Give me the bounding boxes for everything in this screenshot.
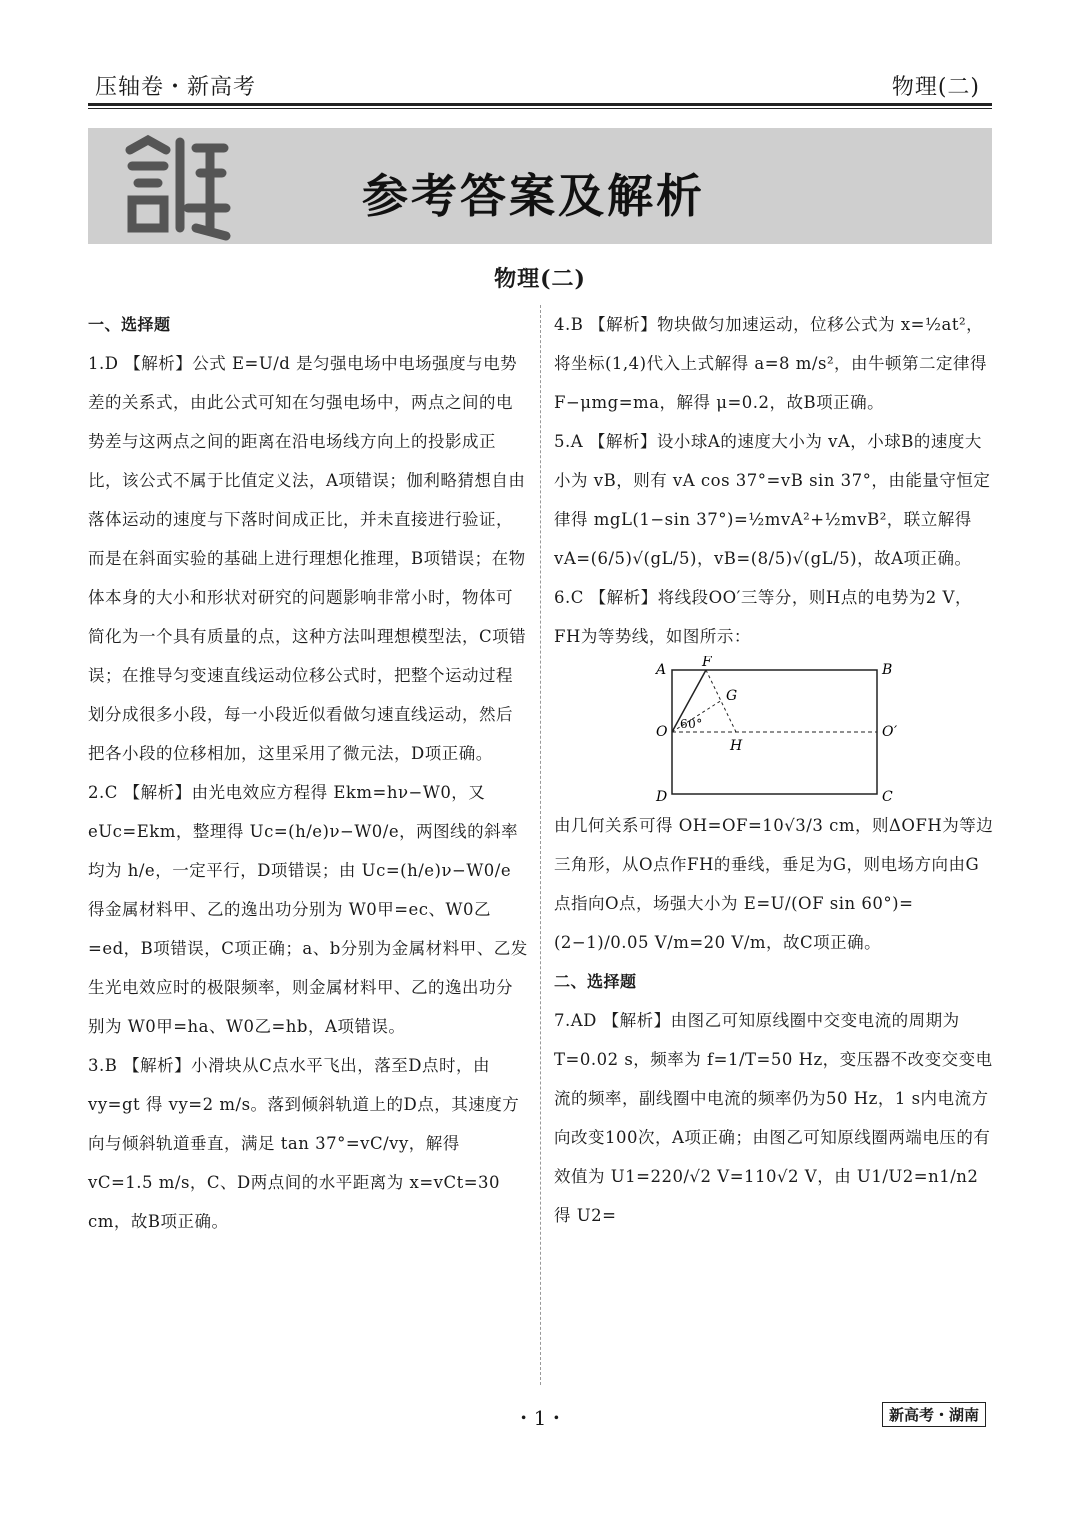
header-rule	[88, 103, 992, 106]
answer-1: 1.D 【解析】公式 E=U/d 是匀强电场中电场强度与电势差的关系式，由此公式可知在匀强电场中，两点之间的电势差与这两点之间的距离在沿电场线方向上的投影成正比，该公式不属于比值定义法，A项错误；伽利略猜想自由落体运动的速度与下落时间成正比，并未直接进行验证，而是在斜面实验的基础上进行理想化推理，B项错误；在物体本身的大小和形状对研究的问题影响非常小时，物体可简化为一个具有质量的点，这种方法叫理想模型法，C项错误；在推导匀变速直线运动位移公式时，把整个运动过程划分成很多小段，每一小段近似看做匀速直线运动，然后把各小段的位移相加，这里采用了微元法，D项正确。	[88, 354, 527, 763]
answer-5: 5.A 【解析】设小球A的速度大小为 vA，小球B的速度大小为 vB，则有 vA cos 37°=vB sin 37°，由能量守恒定律得 mgL(1−sin 37°)=½mvA²+½mvB²，联立解得 vA=(6/5)√(gL/5)，vB=(8/5)√(gL/5)，故A项正确。	[554, 432, 991, 568]
answer-6-body: 由几何关系可得 OH=OF=10√3/3 cm，则ΔOFH为等边三角形，从O点作FH的垂线，垂足为G，则电场方向由G点指向O点，场强大小为 E=U/(OF sin 60°)=(2−1)/0.05 V/m=20 V/m，故C项正确。	[554, 816, 994, 952]
label-H: H	[730, 738, 743, 754]
region-stamp: 新高考・湖南	[882, 1402, 986, 1427]
answer-2: 2.C 【解析】由光电效应方程得 Ekm=hν−W0，又 eUc=Ekm，整理得 Uc=(h/e)ν−W0/e，两图线的斜率均为 h/e，一定平行，D项错误；由 Uc=(h/e)ν−W0/e 得金属材料甲、乙的逸出功分别为 W0甲=ec、W0乙=ed，B项错误，C项正确；a、b分别为金属材料甲、乙发生光电效应时的极限频率，则金属材料甲、乙的逸出功分别为 W0甲=ha、W0乙=hb，A项错误。	[88, 783, 528, 1036]
label-C: C	[882, 789, 894, 805]
banner-title: 参考答案及解析	[362, 169, 705, 223]
label-F: F	[702, 656, 713, 670]
header-left: 压轴卷・新高考	[95, 75, 257, 100]
column-divider	[540, 305, 541, 1385]
answer-7: 7.AD 【解析】由图乙可知原线圈中交变电流的周期为 T=0.02 s，频率为 f=1/T=50 Hz，变压器不改变交变电流的频率，副线圈中电流的频率仍为50 Hz，1 s内电流方向改变100次，A项正确；由图乙可知原线圈两端电压的有效值为 U1=220/√2 V=110√2 V，由 U1/U2=n1/n2 得 U2=	[554, 1011, 993, 1225]
label-G: G	[726, 688, 738, 704]
section-heading-2: 二、选择题	[554, 972, 637, 991]
label-angle: 60°	[680, 717, 703, 731]
label-O-prime: O′	[882, 724, 898, 740]
rectangle-figure	[644, 656, 904, 806]
answer-6-intro: 6.C 【解析】将线段OO′三等分，则H点的电势为2 V，FH为等势线，如图所示：	[554, 588, 972, 646]
answer-3: 3.B 【解析】小滑块从C点水平飞出，落至D点时，由 vy=gt 得 vy=2 m/s。落到倾斜轨道上的D点，其速度方向与倾斜轨道垂直，满足 tan 37°=vC/vy，解得 vC=1.5 m/s，C、D两点间的水平距离为 x=vCt=30 cm，故B项正确。	[88, 1056, 520, 1231]
page-number: ・1・	[513, 1406, 567, 1430]
answer-4: 4.B 【解析】物块做匀加速运动，位移公式为 x=½at²，将坐标(1,4)代入上式解得 a=8 m/s²，由牛顿第二定律得 F−μmg=ma，解得 μ=0.2，故B项正确。	[554, 315, 988, 412]
label-D: D	[656, 789, 668, 805]
label-B: B	[882, 662, 893, 678]
left-column	[88, 305, 528, 1241]
label-A: A	[656, 662, 667, 678]
seal-logo	[118, 128, 234, 244]
right-column	[554, 305, 994, 1235]
page-subtitle: 物理(二)	[494, 266, 586, 292]
header-right: 物理(二)	[891, 75, 980, 100]
header-rule-thin	[88, 108, 992, 109]
section-heading-1: 一、选择题	[88, 315, 171, 334]
label-O: O	[656, 724, 668, 740]
